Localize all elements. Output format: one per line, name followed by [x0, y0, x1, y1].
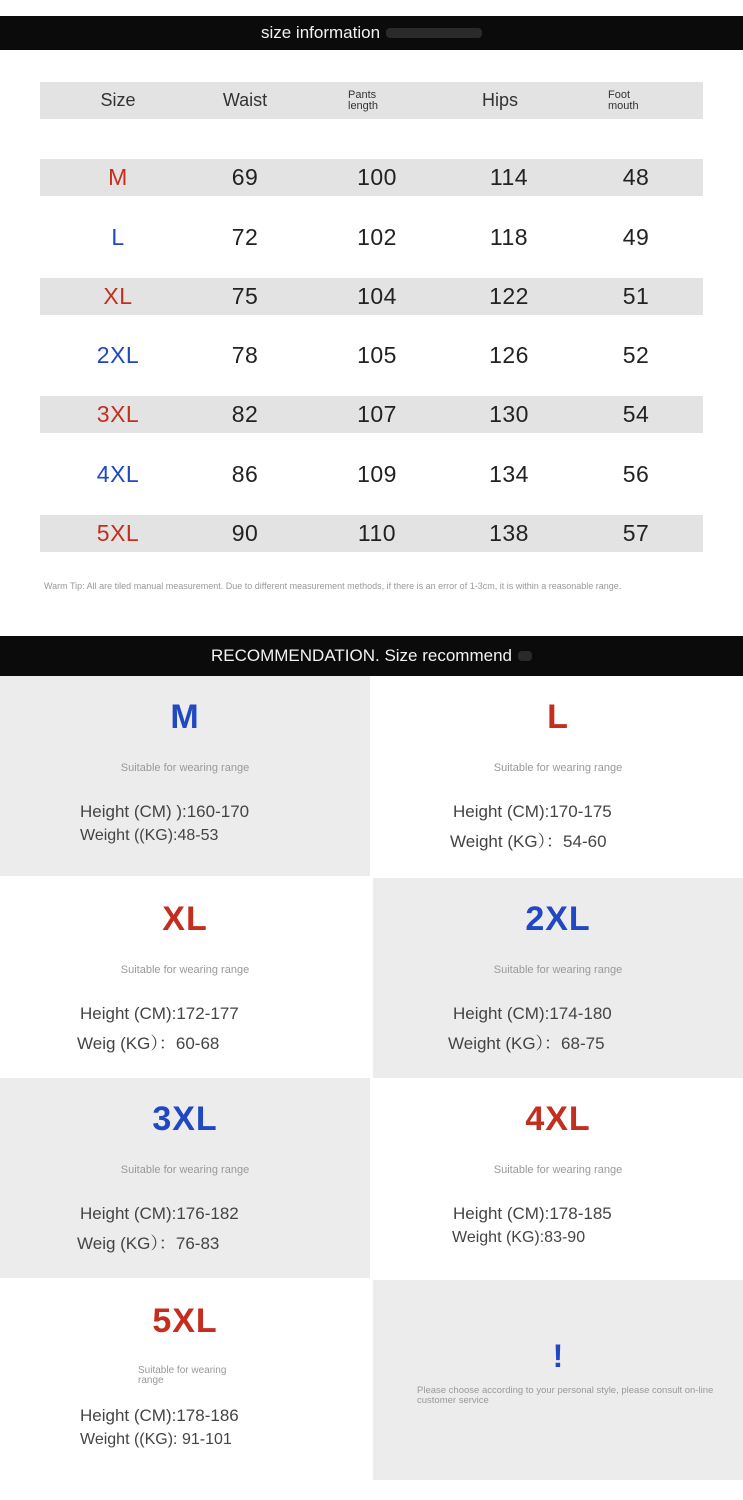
table-row: [40, 456, 703, 493]
exclamation-icon: !: [552, 1338, 564, 1374]
row-size: XL: [103, 283, 133, 309]
row-length: 107: [357, 401, 397, 427]
row-size: 2XL: [96, 342, 140, 368]
card-weight: Weight (KG）：54-60: [450, 832, 607, 851]
row-foot: 52: [622, 342, 650, 368]
row-size: M: [108, 164, 128, 190]
row-hips: 122: [489, 283, 529, 309]
table-row: [40, 159, 703, 196]
card-height: Height (CM):178-185: [453, 1204, 612, 1223]
row-length: 105: [357, 342, 397, 368]
card-weight: Weig (KG）：60-68: [77, 1034, 220, 1053]
card-suitable-label: Suitable for wearing range: [493, 964, 623, 976]
recommendation-title: RECOMMENDATION. Size recommend: [210, 646, 512, 665]
card-weight: Weight (KG):83-90: [452, 1229, 586, 1246]
card-suitable-label: Suitable for wearing range: [120, 964, 250, 976]
row-waist: 78: [231, 342, 259, 368]
row-foot: 57: [622, 520, 650, 546]
row-length: 110: [357, 520, 397, 546]
size-card-l: [373, 676, 743, 876]
row-foot: 48: [622, 164, 650, 190]
row-waist: 90: [231, 520, 259, 546]
card-weight: Weight (KG）：68-75: [448, 1034, 605, 1053]
card-height: Height (CM):174-180: [453, 1004, 612, 1023]
row-hips: 114: [489, 164, 529, 190]
row-waist: 82: [231, 401, 259, 427]
row-waist: 86: [231, 461, 259, 487]
row-hips: 138: [489, 520, 529, 546]
row-size: 4XL: [96, 461, 140, 487]
size-card-m: [0, 676, 370, 876]
row-waist: 69: [231, 164, 259, 190]
size-card-3xl: [0, 1078, 370, 1278]
card-suitable-label: Suitable for wearing range: [493, 1164, 623, 1176]
card-size: XL: [162, 900, 208, 938]
row-hips: 118: [489, 224, 529, 250]
size-card-4xl: [373, 1078, 743, 1278]
header-foot-line1: Foot: [608, 88, 631, 101]
card-height: Height (CM) ):160-170: [80, 802, 250, 821]
blurred-text-decoration: [386, 28, 482, 38]
header-waist: Waist: [222, 90, 268, 110]
header-pants-length: [348, 82, 408, 119]
row-hips: 126: [489, 342, 529, 368]
row-size: L: [111, 224, 125, 250]
row-foot: 51: [622, 283, 650, 309]
card-suitable-label: Suitable for wearing range: [120, 1164, 250, 1176]
card-weight: Weig (KG）：76-83: [77, 1234, 220, 1253]
card-size: 4XL: [525, 1100, 591, 1138]
recommendation-header: [0, 636, 743, 676]
header-foot-line2: mouth: [608, 99, 639, 112]
size-information-header: [0, 16, 743, 50]
card-size: 5XL: [152, 1302, 218, 1340]
card-suitable-label: Suitable for wearing range: [493, 762, 623, 774]
card-height: Height (CM):170-175: [453, 802, 612, 821]
card-height: Height (CM):176-182: [80, 1204, 239, 1223]
size-card-2xl: [373, 878, 743, 1078]
row-length: 102: [357, 224, 397, 250]
table-row: [40, 219, 703, 256]
row-foot: 56: [622, 461, 650, 487]
card-height: Height (CM):172-177: [80, 1004, 239, 1023]
size-card-5xl: [0, 1280, 370, 1480]
row-hips: 130: [489, 401, 529, 427]
card-suitable-label: Suitable for wearing range: [120, 762, 250, 774]
row-foot: 54: [622, 401, 650, 427]
consult-note-card: [373, 1280, 743, 1480]
size-information-title: size information: [260, 23, 381, 42]
card-size: M: [170, 698, 200, 736]
row-waist: 72: [231, 224, 259, 250]
card-size: 3XL: [152, 1100, 218, 1138]
header-hips: Hips: [481, 90, 518, 110]
card-weight: Weight ((KG):48-53: [80, 827, 219, 844]
table-row: [40, 278, 703, 315]
row-waist: 75: [231, 283, 259, 309]
table-row: [40, 337, 703, 374]
table-row: [40, 396, 703, 433]
size-card-xl: [0, 878, 370, 1078]
consult-note-text: Please choose according to your personal style, please consult on-line customer service: [417, 1385, 714, 1406]
header-pants-line2: length: [348, 99, 378, 112]
row-length: 109: [357, 461, 397, 487]
card-height: Height (CM):178-186: [80, 1406, 239, 1425]
warm-tip: Warm Tip: All are tiled manual measurement. Due to different measurement methods, if there is an error of 1-3cm, it is within a reasonable range.: [44, 581, 622, 591]
row-hips: 134: [489, 461, 529, 487]
blurred-text-decoration: [518, 651, 532, 661]
card-size: L: [547, 698, 569, 736]
row-length: 104: [357, 283, 397, 309]
header-pants-line1: Pants: [348, 88, 377, 101]
row-length: 100: [357, 164, 397, 190]
row-size: 5XL: [96, 520, 140, 546]
header-foot-mouth: [608, 82, 668, 119]
row-size: 3XL: [96, 401, 140, 427]
row-foot: 49: [622, 224, 650, 250]
header-size: Size: [100, 90, 136, 110]
table-header-row: [40, 82, 703, 119]
table-row: [40, 515, 703, 552]
card-size: 2XL: [525, 900, 591, 938]
card-suitable-label: Suitable for wearing range: [138, 1365, 227, 1386]
card-weight: Weight ((KG): 91-101: [80, 1431, 232, 1448]
